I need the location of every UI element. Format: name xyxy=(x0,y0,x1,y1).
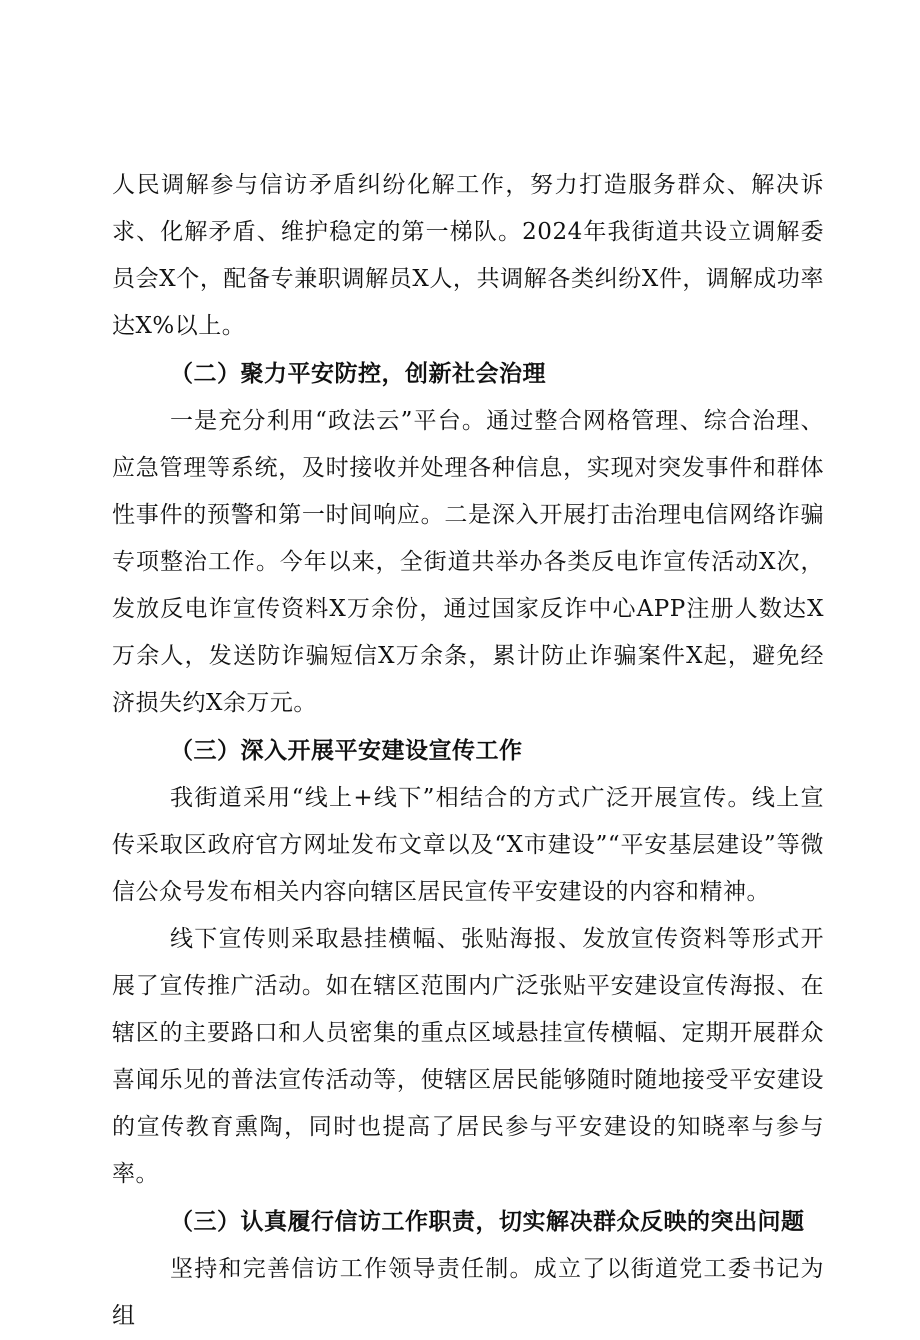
heading-publicity-work: （三）深入开展平安建设宣传工作 xyxy=(170,738,523,764)
paragraph-petition-responsibility: 坚持和完善信访工作领导责任制。成立了以街道党工委书记为组 xyxy=(112,1256,824,1329)
document-body xyxy=(112,162,824,1340)
paragraph-mediation-summary: 人民调解参与信访矛盾纠纷化解工作，努力打造服务群众、解决诉求、化解矛盾、维护稳定的第一梯队。2024年我街道共设立调解委员会X个，配备专兼职调解员X人，共调解各类纠纷X件，调解成功率达X%以上。 xyxy=(112,172,824,339)
heading-petition-duties: （三）认真履行信访工作职责，切实解决群众反映的突出问题 xyxy=(170,1209,805,1235)
paragraph-online-publicity: 我街道采用“线上+线下”相结合的方式广泛开展宣传。线上宣传采取区政府官方网址发布文章以及“X市建设”“平安基层建设”等微信公众号发布相关内容向辖区居民宣传平安建设的内容和精神。 xyxy=(112,785,824,905)
heading-safety-prevention: （二）聚力平安防控，创新社会治理 xyxy=(170,361,546,387)
paragraph-offline-publicity: 线下宣传则采取悬挂横幅、张贴海报、发放宣传资料等形式开展了宣传推广活动。如在辖区范围内广泛张贴平安建设宣传海报、在辖区的主要路口和人员密集的重点区域悬挂宣传横幅、定期开展群众喜闻乐见的普法宣传活动等，使辖区居民能够随时随地接受平安建设的宣传教育熏陶，同时也提高了居民参与平安建设的知晓率与参与率。 xyxy=(112,926,824,1187)
paragraph-safety-prevention: 一是充分利用“政法云”平台。通过整合网格管理、综合治理、应急管理等系统，及时接收并处理各种信息，实现对突发事件和群体性事件的预警和第一时间响应。二是深入开展打击治理电信网络诈骗专项整治工作。今年以来，全街道共举办各类反电诈宣传活动X次，发放反电诈宣传资料X万余份，通过国家反诈中心APP注册人数达X万余人，发送防诈骗短信X万余条，累计防止诈骗案件X起，避免经济损失约X余万元。 xyxy=(112,408,824,716)
